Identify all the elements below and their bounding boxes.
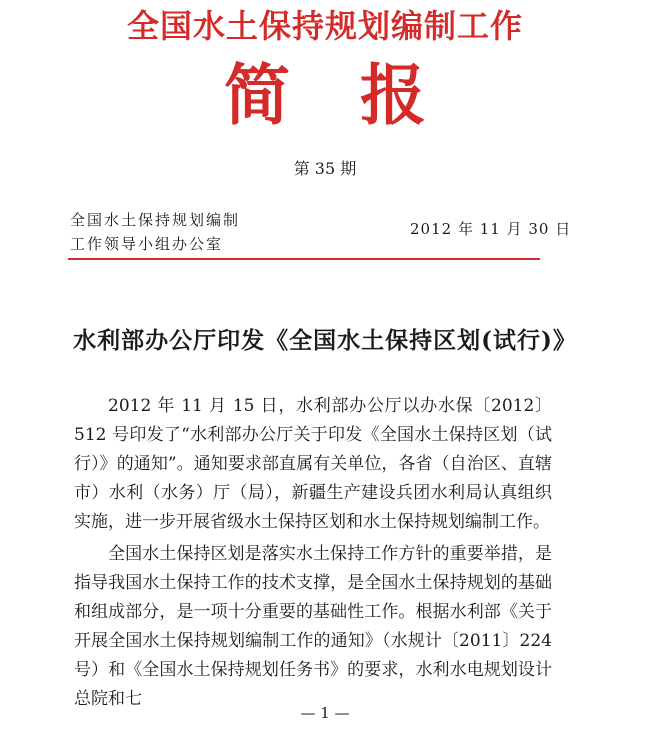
bulletin-header-brief: 简报 [224,57,496,134]
issuer-line-2: 工作领导小组办公室 [70,235,224,253]
article-body [74,392,552,714]
header-divider-rule [68,258,540,260]
issue-date: 2012 年 11 月 30 日 [410,220,572,238]
issue-number: 第 35 期 [293,159,357,178]
article-title: 水利部办公厅印发《全国水土保持区划(试行)》 [73,327,577,354]
issuer-line-1: 全国水土保持规划编制 [70,211,241,229]
bulletin-header-title: 全国水土保持规划编制工作 [126,7,523,45]
issuer-block [70,208,240,256]
article-paragraph-2: 全国水土保持区划是落实水土保持工作方针的重要举措，是指导我国水土保持工作的技术支撑，是全国水土保持规划的基础和组成部分，是一项十分重要的基础性工作。根据水利部《关于开展全国水土保持规划编制工作的通知》（水规计〔2011〕224 号）和《全国水土保持规划任务书》的要求，水利水电规划设计总院和七 [74,544,552,709]
article-paragraph-1: 2012 年 11 月 15 日，水利部办公厅以办水保〔2012〕512 号印发了“水利部办公厅关于印发《全国水土保持区划（试行）》的通知”。通知要求部直属有关单位，各省（自治区、直辖市）水利（水务）厅（局），新疆生产建设兵团水利局认真组织实施，进一步开展省级水土保持区划和水土保持规划编制工作。 [74,396,552,532]
page-number: — 1 — [300,704,350,722]
